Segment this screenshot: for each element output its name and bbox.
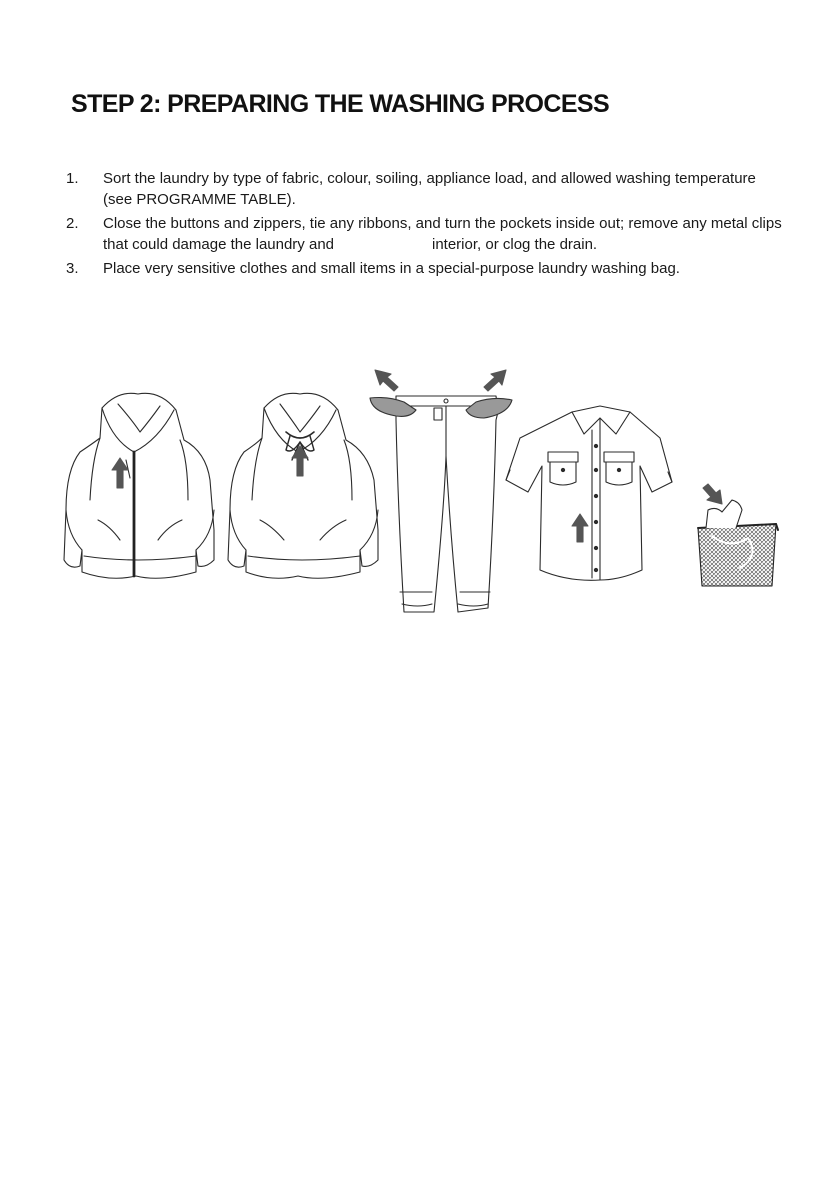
step-item xyxy=(66,213,786,255)
steps-list xyxy=(66,168,786,282)
step-item xyxy=(66,168,786,210)
arrow-icon xyxy=(112,458,128,488)
tie-ribbon-hoodie-icon xyxy=(228,393,378,578)
step-number: 2. xyxy=(66,215,79,232)
jeans-pockets-icon xyxy=(370,396,512,612)
step-number: 3. xyxy=(66,260,79,277)
zip-hoodie-icon xyxy=(64,393,214,578)
step-text: Sort the laundry by type of fabric, colour, soiling, appliance load, and allowed washing temperature (see PROGRAMME TABLE). xyxy=(103,170,756,208)
illustrations-row xyxy=(0,360,839,630)
arrow-icon xyxy=(484,370,506,391)
step-text xyxy=(103,213,786,255)
step-text-after: interior, or clog the drain. xyxy=(432,236,598,253)
step-text: Place very sensitive clothes and small items in a special-purpose laundry washing bag. xyxy=(103,260,680,277)
arrow-icon xyxy=(703,484,722,504)
illustrations-svg xyxy=(0,360,839,630)
step-text-before: Close the buttons and zippers, tie any ribbons, and turn the pockets inside out; remove any metal clips that could damage the laundry and xyxy=(103,215,782,253)
page-title: STEP 2: PREPARING THE WASHING PROCESS xyxy=(71,90,610,118)
laundry-bag-icon xyxy=(698,500,778,586)
arrow-icon xyxy=(572,514,588,542)
button-shirt-icon xyxy=(506,406,672,580)
step-item xyxy=(66,258,786,279)
step-number: 1. xyxy=(66,170,79,187)
arrow-icon xyxy=(375,370,398,391)
